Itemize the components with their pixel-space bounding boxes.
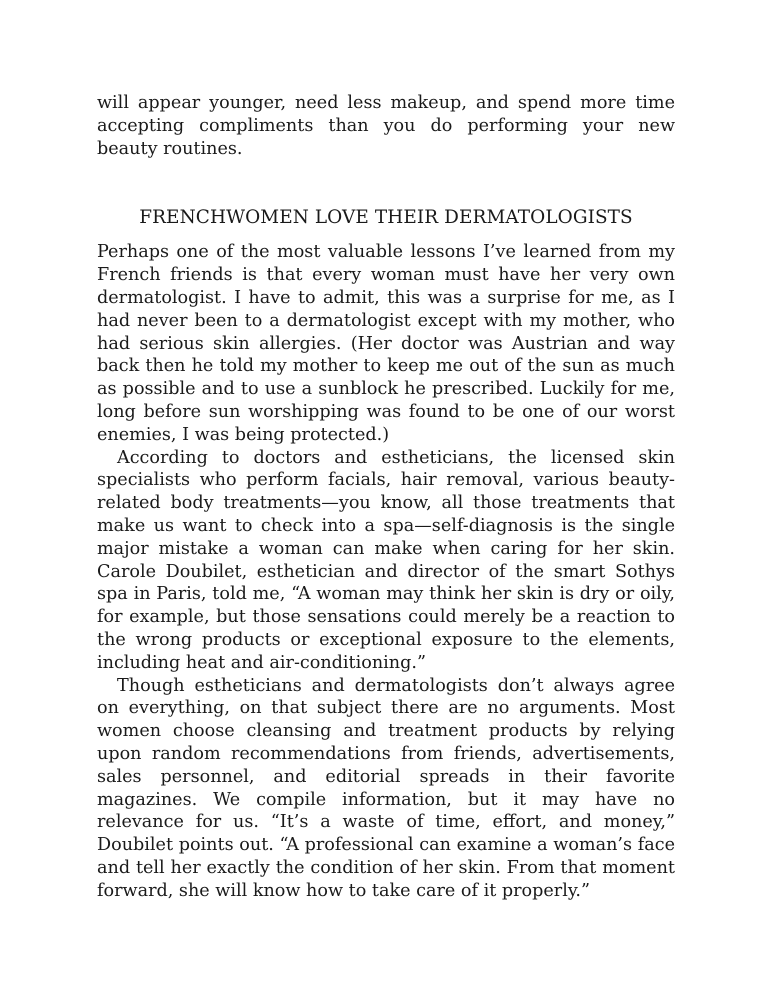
body-paragraph-2: According to doctors and estheticians, the licensed skin specialists who perform facials, hair removal, various beauty-related body treatments—you know, all those treatments that make us want to check into a spa—self-diagnosis is the single major mistake a woman can make when caring for her skin. Carole Doubilet, esthetician and director of the smart Sothys spa in Paris, told me, “A woman may think her skin is dry or oily, for example, but those sensations could merely be a reaction to the wrong products or exceptional exposure to the elements, including heat and air-conditioning.” [97,447,675,673]
body-paragraph-3: Though estheticians and dermatologists don’t always agree on everything, on that subject there are no arguments. Most women choose cleansing and treatment products by relying upon random recommendations from friends, advertisements, sales personnel, and editorial spreads in their favorite magazines. We compile information, but it may have no relevance for us. “It’s a waste of time, effort, and money,” Doubilet points out. “A professional can examine a woman’s face and tell her exactly the condition of her skin. From that moment forward, she will know how to take care of it properly.” [97,675,675,901]
page-body [97,92,675,903]
section-heading: FRENCHWOMEN LOVE THEIR DERMATOLOGISTS [139,207,633,229]
intro-paragraph: will appear younger, need less makeup, and spend more time accepting compliments than you do performing your new beauty routines. [97,93,675,159]
body-paragraph-1: Perhaps one of the most valuable lessons I’ve learned from my French friends is that every woman must have her very own dermatologist. I have to admit, this was a surprise for me, as I had never been to a dermatologist except with my mother, who had serious skin allergies. (Her doctor was Austrian and way back then he told my mother to keep me out of the sun as much as possible and to use a sunblock he prescribed. Luckily for me, long before sun worshipping was found to be one of our worst enemies, I was being protected.) [97,242,675,445]
